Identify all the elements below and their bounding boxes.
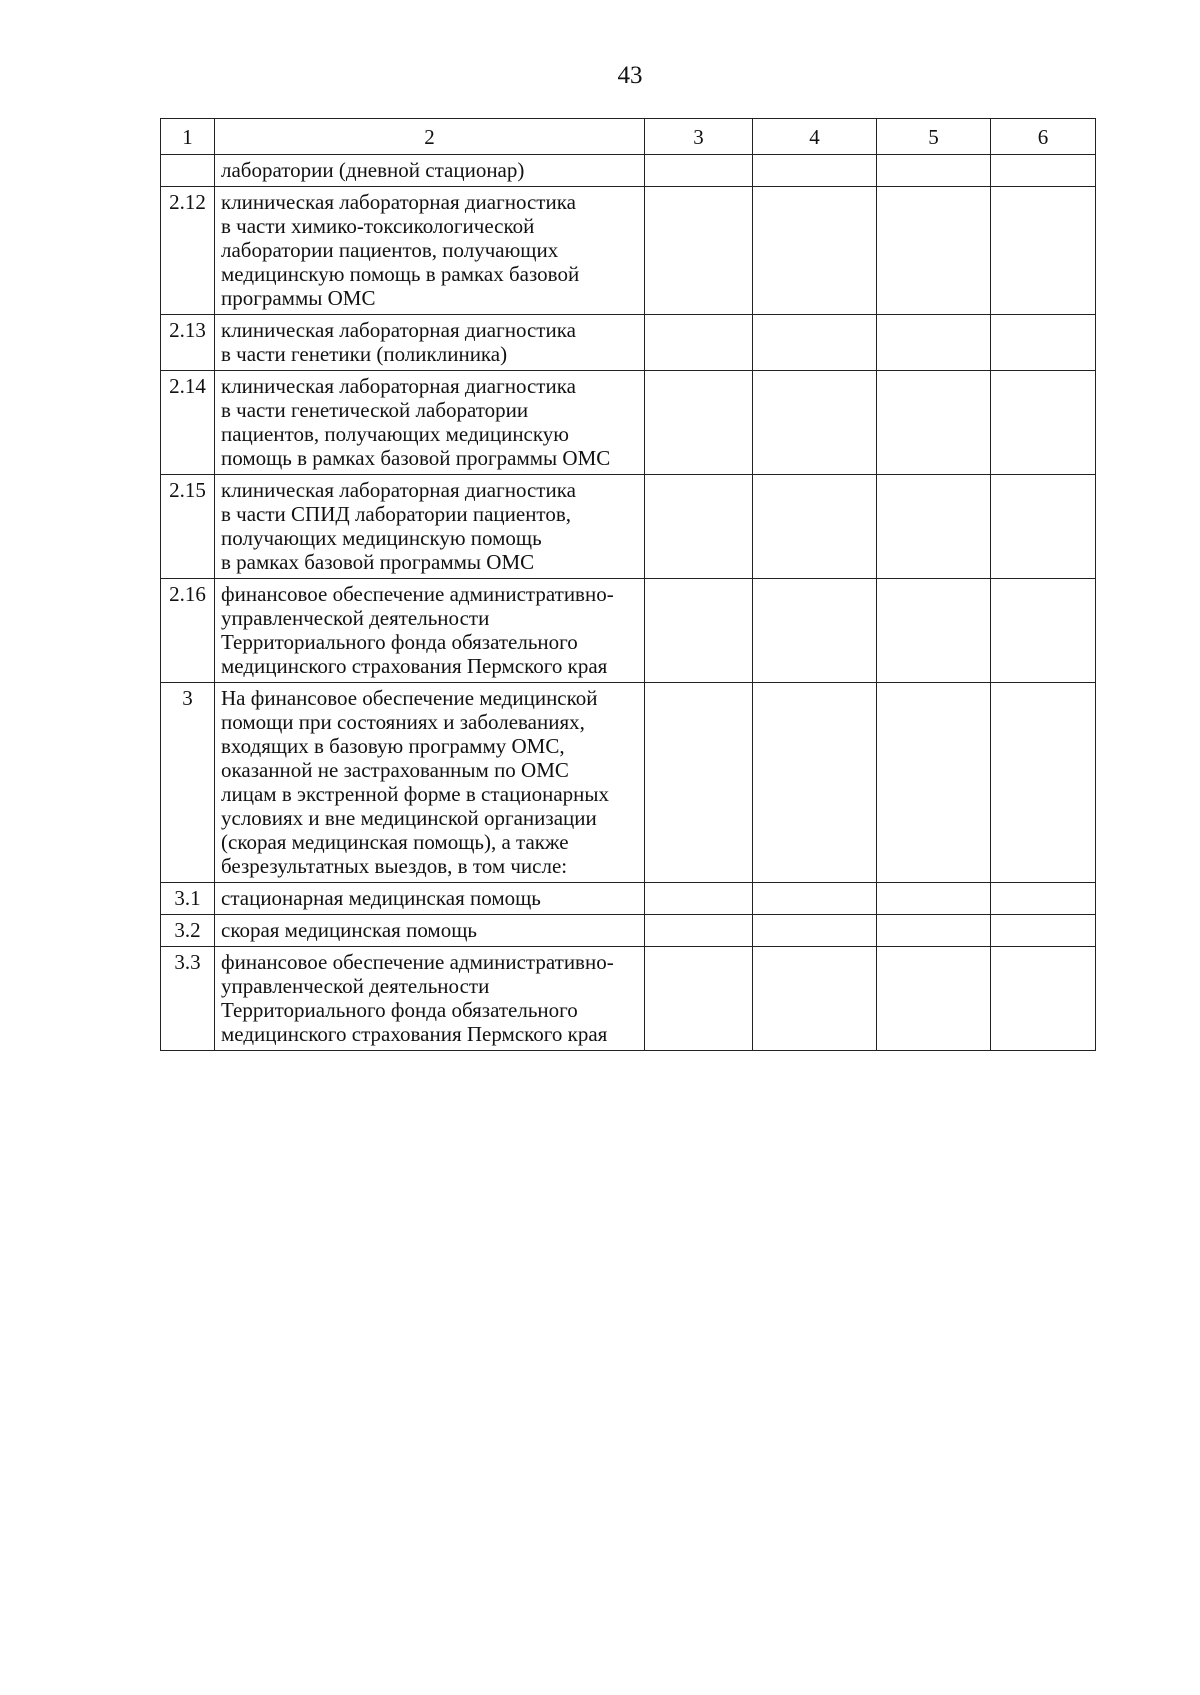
empty-cell: [991, 371, 1096, 475]
empty-cell: [753, 475, 877, 579]
empty-cell: [753, 579, 877, 683]
page-number: 43: [617, 62, 643, 89]
empty-cell: [991, 155, 1096, 187]
empty-cell: [645, 579, 753, 683]
row-description: клиническая лабораторная диагностика в части химико-токсикологической лаборатории пациентов, получающих медицинскую помощь в рамках базовой программы ОМС: [215, 187, 645, 315]
row-number: 3.1: [161, 883, 215, 915]
row-description: клиническая лабораторная диагностика в части СПИД лаборатории пациентов, получающих медицинскую помощь в рамках базовой программы ОМС: [215, 475, 645, 579]
column-header: 3: [645, 119, 753, 155]
empty-cell: [877, 371, 991, 475]
row-number: 2.16: [161, 579, 215, 683]
empty-cell: [645, 683, 753, 883]
row-description: клиническая лабораторная диагностика в части генетики (поликлиника): [215, 315, 645, 371]
row-number: 2.15: [161, 475, 215, 579]
empty-cell: [877, 883, 991, 915]
empty-cell: [645, 187, 753, 315]
row-description: скорая медицинская помощь: [215, 915, 645, 947]
table-row: [161, 883, 1096, 915]
row-description: На финансовое обеспечение медицинской помощи при состояниях и заболеваниях, входящих в базовую программу ОМС, оказанной не застрахованным по ОМС лицам в экстренной форме в стационарных условиях и вне медицинской организации (скорая медицинская помощь), а также безрезультатных выездов, в том числе:: [215, 683, 645, 883]
empty-cell: [753, 683, 877, 883]
empty-cell: [753, 915, 877, 947]
empty-cell: [991, 915, 1096, 947]
row-number: 3.2: [161, 915, 215, 947]
row-number: 3: [161, 683, 215, 883]
empty-cell: [991, 947, 1096, 1051]
empty-cell: [645, 883, 753, 915]
column-header: 6: [991, 119, 1096, 155]
empty-cell: [753, 947, 877, 1051]
table-row: [161, 947, 1096, 1051]
empty-cell: [991, 475, 1096, 579]
empty-cell: [645, 315, 753, 371]
data-table: [160, 118, 1096, 1051]
row-description: финансовое обеспечение административно- управленческой деятельности Территориального фонда обязательного медицинского страхования Пермского края: [215, 947, 645, 1051]
table-row: [161, 915, 1096, 947]
table-row: [161, 475, 1096, 579]
empty-cell: [645, 371, 753, 475]
empty-cell: [753, 315, 877, 371]
row-number: 2.14: [161, 371, 215, 475]
table-row: [161, 187, 1096, 315]
empty-cell: [877, 155, 991, 187]
empty-cell: [753, 155, 877, 187]
row-description: клиническая лабораторная диагностика в части генетической лаборатории пациентов, получающих медицинскую помощь в рамках базовой программы ОМС: [215, 371, 645, 475]
empty-cell: [753, 883, 877, 915]
row-description: финансовое обеспечение административно- управленческой деятельности Территориального фонда обязательного медицинского страхования Пермского края: [215, 579, 645, 683]
row-description: лаборатории (дневной стационар): [215, 155, 645, 187]
empty-cell: [877, 947, 991, 1051]
empty-cell: [991, 579, 1096, 683]
empty-cell: [991, 683, 1096, 883]
table-row: [161, 683, 1096, 883]
empty-cell: [753, 371, 877, 475]
column-header: 1: [161, 119, 215, 155]
empty-cell: [877, 187, 991, 315]
table-row: [161, 315, 1096, 371]
row-number: 2.13: [161, 315, 215, 371]
empty-cell: [645, 947, 753, 1051]
empty-cell: [877, 579, 991, 683]
column-header: 4: [753, 119, 877, 155]
row-description: стационарная медицинская помощь: [215, 883, 645, 915]
empty-cell: [991, 883, 1096, 915]
empty-cell: [645, 475, 753, 579]
empty-cell: [991, 315, 1096, 371]
row-number: [161, 155, 215, 187]
empty-cell: [877, 683, 991, 883]
empty-cell: [877, 915, 991, 947]
empty-cell: [645, 915, 753, 947]
table-header-row: [161, 119, 1096, 155]
table-row: [161, 371, 1096, 475]
row-number: 2.12: [161, 187, 215, 315]
empty-cell: [645, 155, 753, 187]
table-row: [161, 579, 1096, 683]
empty-cell: [877, 475, 991, 579]
empty-cell: [877, 315, 991, 371]
column-header: 2: [215, 119, 645, 155]
row-number: 3.3: [161, 947, 215, 1051]
empty-cell: [991, 187, 1096, 315]
empty-cell: [753, 187, 877, 315]
column-header: 5: [877, 119, 991, 155]
table-row: [161, 155, 1096, 187]
